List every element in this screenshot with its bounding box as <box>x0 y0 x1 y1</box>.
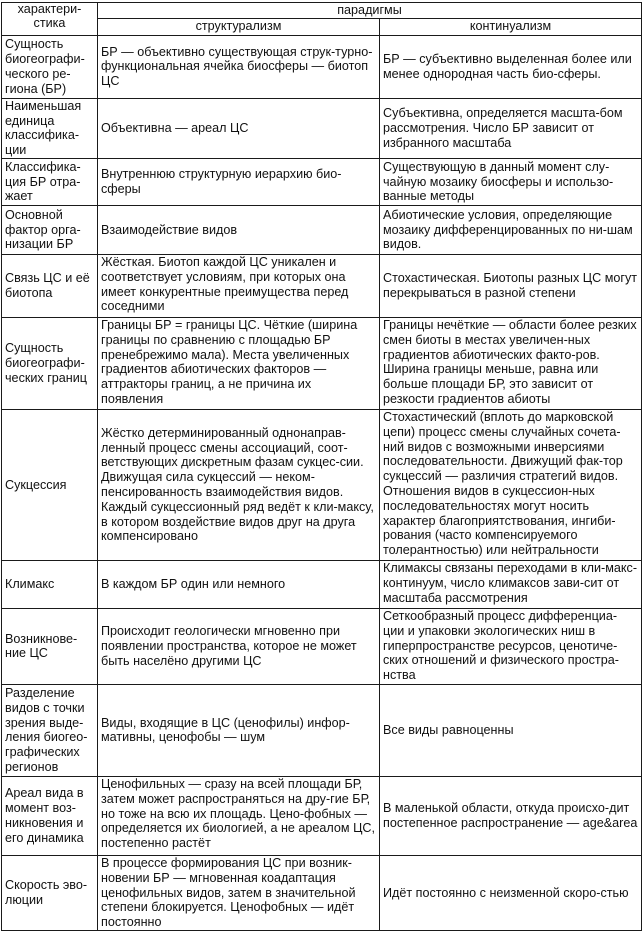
continualism-cell: Абиотические условия, определяющие мозаику дифференцированных по ни-шам видов. <box>380 205 642 254</box>
table-row <box>2 560 642 608</box>
row-feature: Основной фактор орга-низации БР <box>2 205 98 254</box>
structuralism-cell: Жёстко детерминированный однонаправ-ленный процесс смены ассоциаций, соот-ветствующих дискретным фазам сукцес-сии. Движущая сила сукцессий — неком-пенсированность взаимодействия видов. Каждый сукцессионный ряд ведёт к кли-максу, в котором воздействие видов друг на друга компенсировано <box>98 409 380 560</box>
structuralism-cell: Объективна — ареал ЦС <box>98 98 380 158</box>
table-row <box>2 35 642 98</box>
row-feature: Возникнове-ние ЦС <box>2 608 98 684</box>
table-row <box>2 158 642 205</box>
structuralism-cell: Происходит геологически мгновенно при появлении пространства, которое не может быть населёно другими ЦС <box>98 608 380 684</box>
table-row <box>2 855 642 930</box>
row-feature: Классифика-ция БР отра-жает <box>2 158 98 205</box>
row-feature: Сущность биогеографи-ческого ре-гиона (БР) <box>2 35 98 98</box>
header-characteristic: характери- стика <box>2 3 98 36</box>
structuralism-cell: В каждом БР один или немного <box>98 560 380 608</box>
structuralism-cell: Ценофильных — сразу на всей площади БР, затем может распространяться на дру-гие БР, но тоже на всю их площадь. Цено-фобных — определяется их биологией, а не ареалом ЦС, постепенно растёт <box>98 776 380 855</box>
header-continualism: континуализм <box>380 18 642 35</box>
row-feature: Сукцессия <box>2 409 98 560</box>
structuralism-cell: В процессе формирования ЦС при возник-новении БР — мгновенная коадаптация ценофильных видов, затем в значительной степени блокируется. Ценофобных — идёт постоянно <box>98 855 380 930</box>
continualism-cell: Все виды равноценны <box>380 684 642 776</box>
continualism-cell: Границы нечёткие — области более резких смен биоты в местах увеличен-ных градиентов абиотических факто-ров. Ширина границы меньше, равна или больше площади БР, это зависит от резкости градиентов абиоты <box>380 317 642 409</box>
structuralism-cell: БР — объективно существующая струк-турно-функциональная ячейка биосферы — биотоп ЦС <box>98 35 380 98</box>
continualism-cell: Субъективна, определяется масшта-бом рассмотрения. Число БР зависит от избранного масштаба <box>380 98 642 158</box>
row-feature: Климакс <box>2 560 98 608</box>
table-row <box>2 776 642 855</box>
continualism-cell: Стохастический (вплоть до марковской цепи) процесс смены случайных сочета-ний видов с возможными инверсиями последовательности. Движущий фак-тор сукцессий — различия стратегий видов. Отношения видов в сукцессион-ных последовательностях могут носить характер благоприятствования, ингиби-рования (часто компенсируемого толерантностью) или нейтральности <box>380 409 642 560</box>
continualism-cell: Существующую в данный момент слу-чайную мозаику биосферы и использо-ванные методы <box>380 158 642 205</box>
table-row <box>2 684 642 776</box>
table-row <box>2 98 642 158</box>
continualism-cell: Климаксы связаны переходами в кли-макс-континуум, число климаксов зави-сит от масштаба рассмотрения <box>380 560 642 608</box>
header-structuralism: структурализм <box>98 18 380 35</box>
structuralism-cell: Виды, входящие в ЦС (ценофилы) инфор-мативны, ценофобы — шум <box>98 684 380 776</box>
table-row <box>2 317 642 409</box>
continualism-cell: Сеткообразный процесс дифференциа-ции и упаковки экологических ниш в гиперпространстве ресурсов, ценотиче-ских отношений и физического простра-нства <box>380 608 642 684</box>
row-feature: Скорость эво-люции <box>2 855 98 930</box>
continualism-cell: В маленькой области, откуда происхо-дит постепенное распространение — age&area <box>380 776 642 855</box>
structuralism-cell: Жёсткая. Биотоп каждой ЦС уникален и соответствует условиям, при которых она имеет конкурентные преимущества перед соседними <box>98 254 380 317</box>
row-feature: Ареал вида в момент воз-никновения и его динамика <box>2 776 98 855</box>
structuralism-cell: Внутреннюю структурную иерархию био-сферы <box>98 158 380 205</box>
continualism-cell: Стохастическая. Биотопы разных ЦС могут перекрываться в разной степени <box>380 254 642 317</box>
continualism-cell: БР — субъективно выделенная более или менее однородная часть био-сферы. <box>380 35 642 98</box>
structuralism-cell: Взаимодействие видов <box>98 205 380 254</box>
structuralism-cell: Границы БР = границы ЦС. Чёткие (ширина границы по сравнению с площадью БР пренебрежимо мала). Места увеличенных градиентов абиотических факторов — аттракторы границ, а не причина их появления <box>98 317 380 409</box>
header-row-paradigms <box>2 3 642 19</box>
row-feature: Наименьшая единица классифика-ции <box>2 98 98 158</box>
table-row <box>2 608 642 684</box>
row-feature: Разделение видов с точки зрения выде-ления биогео-графических регионов <box>2 684 98 776</box>
table-row <box>2 254 642 317</box>
table-row <box>2 409 642 560</box>
row-feature: Сущность биогеографи-ческих границ <box>2 317 98 409</box>
continualism-cell: Идёт постоянно с неизменной скоро-стью <box>380 855 642 930</box>
table-row <box>2 205 642 254</box>
header-paradigms: парадигмы <box>98 3 642 19</box>
paradigms-comparison-table <box>1 2 642 931</box>
header-row-schools <box>2 18 642 35</box>
row-feature: Связь ЦС и её биотопа <box>2 254 98 317</box>
